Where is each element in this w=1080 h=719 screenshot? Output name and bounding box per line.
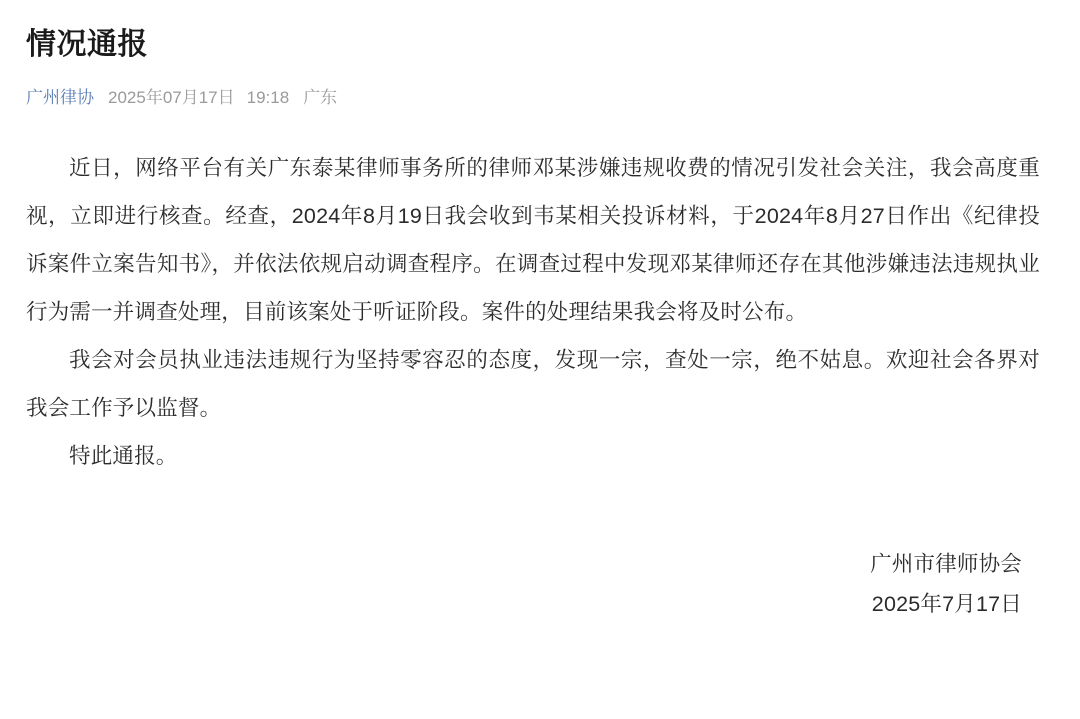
publish-date: 2025年07月17日 — [108, 88, 235, 107]
page-title: 情况通报 — [26, 28, 148, 61]
author-link[interactable]: 广州律协 — [26, 88, 94, 107]
publish-location: 广东 — [303, 88, 338, 107]
article-paragraph: 近日，网络平台有关广东泰某律师事务所的律师邓某涉嫌违规收费的情况引发社会关注，我会高度重视，立即进行核查。经查，2024年8月19日我会收到韦某相关投诉材料，于2024年8月27日作出《纪律投诉案件立案告知书》，并依法依规启动调查程序。在调查过程中发现邓某律师还存在其他涉嫌违法违规执业行为需一并调查处理，目前该案处于听证阶段。案件的处理结果我会将及时公布。 — [26, 156, 1040, 324]
publish-datetime — [108, 86, 289, 110]
article-paragraph: 我会对会员执业违法违规行为坚持零容忍的态度，发现一宗，查处一宗，绝不姑息。欢迎社会各界对我会工作予以监督。 — [26, 348, 1040, 420]
signature-organization: 广州市律师协会 — [870, 552, 1022, 576]
publish-time: 19:18 — [246, 88, 290, 107]
article-body — [26, 144, 1040, 480]
signature-block — [26, 544, 1040, 624]
signature-date: 2025年7月17日 — [871, 592, 1022, 616]
article-paragraph: 特此通报。 — [69, 444, 178, 468]
article-meta — [26, 86, 1040, 110]
